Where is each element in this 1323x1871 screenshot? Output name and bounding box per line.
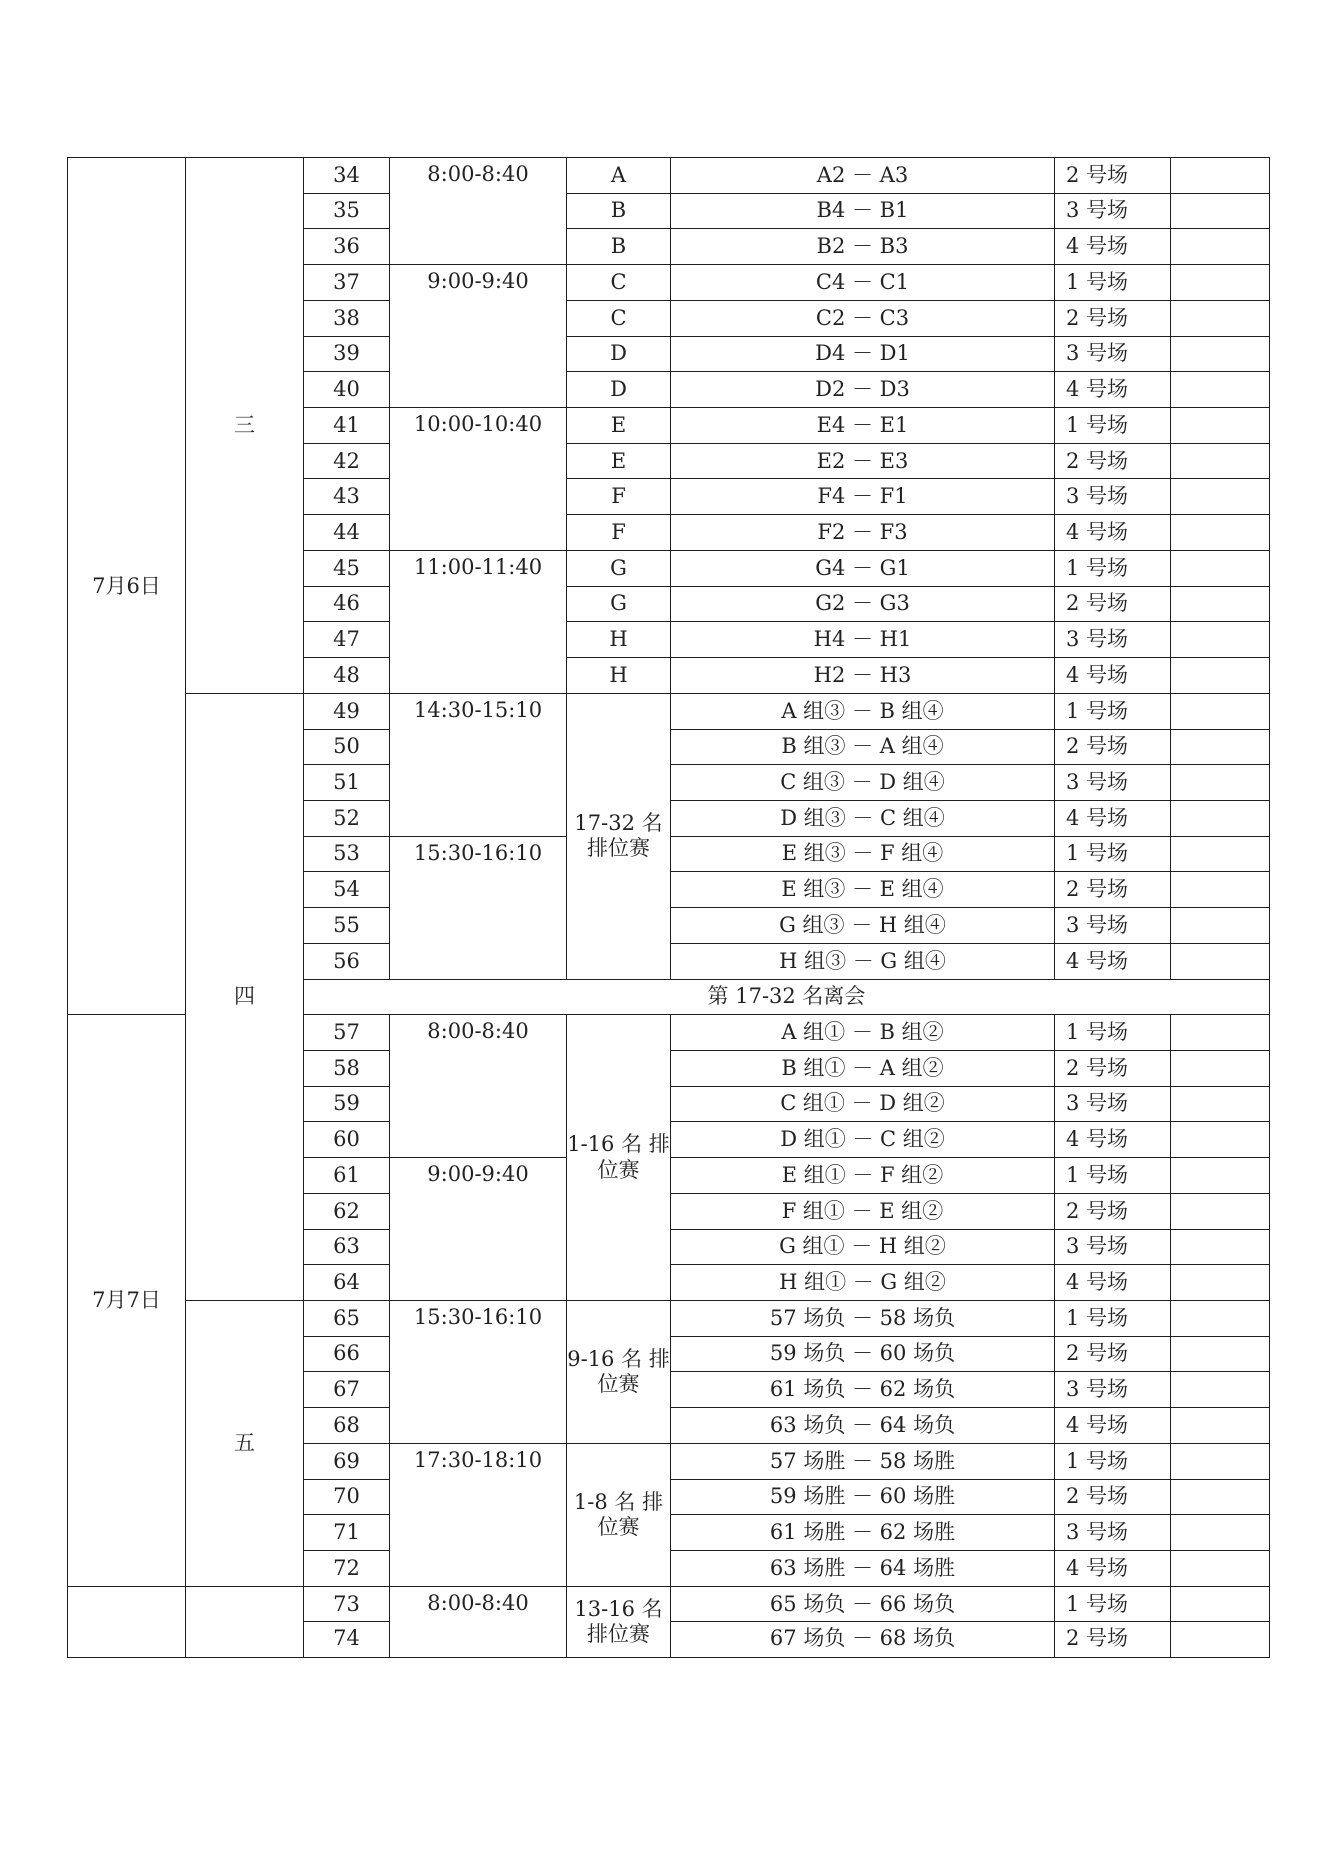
group-cell: B	[567, 193, 671, 229]
time-slot: 10:00-10:40	[390, 408, 567, 551]
match-number: 48	[304, 658, 390, 694]
court: 1 号场	[1055, 693, 1171, 729]
matchup: D 组① － C 组②	[671, 1122, 1055, 1158]
court: 2 号场	[1055, 1622, 1171, 1658]
match-number: 54	[304, 872, 390, 908]
court: 3 号场	[1055, 908, 1171, 944]
time-slot: 17:30-18:10	[390, 1443, 567, 1586]
court: 1 号场	[1055, 1015, 1171, 1051]
match-number: 34	[304, 158, 390, 194]
remarks-cell	[1171, 1050, 1270, 1086]
group-cell: 1-8 名 排位赛	[567, 1443, 671, 1586]
court: 1 号场	[1055, 1586, 1171, 1622]
time-slot: 9:00-9:40	[390, 1158, 567, 1301]
remarks-cell	[1171, 908, 1270, 944]
round-cell-1: 四	[186, 693, 304, 1300]
court: 2 号场	[1055, 729, 1171, 765]
match-number: 70	[304, 1479, 390, 1515]
remarks-cell	[1171, 479, 1270, 515]
court: 3 号场	[1055, 193, 1171, 229]
match-number: 62	[304, 1193, 390, 1229]
matchup: D4 － D1	[671, 336, 1055, 372]
matchup: F2 － F3	[671, 515, 1055, 551]
matchup: H4 － H1	[671, 622, 1055, 658]
remarks-cell	[1171, 1229, 1270, 1265]
match-number: 51	[304, 765, 390, 801]
group-cell: H	[567, 622, 671, 658]
match-number: 47	[304, 622, 390, 658]
group-cell: D	[567, 336, 671, 372]
remarks-cell	[1171, 1622, 1270, 1658]
matchup: B 组③ － A 组④	[671, 729, 1055, 765]
remarks-cell	[1171, 658, 1270, 694]
court: 2 号场	[1055, 443, 1171, 479]
match-number: 35	[304, 193, 390, 229]
matchup: D 组③ － C 组④	[671, 800, 1055, 836]
match-number: 66	[304, 1336, 390, 1372]
matchup: E 组③ － F 组④	[671, 836, 1055, 872]
remarks-cell	[1171, 1443, 1270, 1479]
remarks-cell	[1171, 1551, 1270, 1587]
court: 1 号场	[1055, 1158, 1171, 1194]
match-number: 52	[304, 800, 390, 836]
matchup: 63 场胜 － 64 场胜	[671, 1551, 1055, 1587]
court: 2 号场	[1055, 1050, 1171, 1086]
match-number: 68	[304, 1408, 390, 1444]
time-slot: 9:00-9:40	[390, 265, 567, 408]
time-slot: 8:00-8:40	[390, 1586, 567, 1657]
court: 2 号场	[1055, 1479, 1171, 1515]
court: 4 号场	[1055, 1408, 1171, 1444]
match-number: 64	[304, 1265, 390, 1301]
date-cell-1: 7月7日	[68, 1015, 186, 1587]
group-cell: C	[567, 300, 671, 336]
group-cell: 17-32 名 排位赛	[567, 693, 671, 979]
matchup: 57 场负 － 58 场负	[671, 1301, 1055, 1337]
group-cell: H	[567, 658, 671, 694]
court: 2 号场	[1055, 872, 1171, 908]
match-number: 37	[304, 265, 390, 301]
time-slot: 11:00-11:40	[390, 550, 567, 693]
match-number: 38	[304, 300, 390, 336]
court: 1 号场	[1055, 836, 1171, 872]
remarks-cell	[1171, 1301, 1270, 1337]
match-number: 49	[304, 693, 390, 729]
court: 3 号场	[1055, 479, 1171, 515]
remarks-cell	[1171, 1122, 1270, 1158]
court: 4 号场	[1055, 1551, 1171, 1587]
time-slot: 8:00-8:40	[390, 158, 567, 265]
match-number: 67	[304, 1372, 390, 1408]
match-number: 43	[304, 479, 390, 515]
remarks-cell	[1171, 693, 1270, 729]
court: 4 号场	[1055, 943, 1171, 979]
match-number: 65	[304, 1301, 390, 1337]
match-number: 50	[304, 729, 390, 765]
court: 4 号场	[1055, 1122, 1171, 1158]
matchup: 59 场负 － 60 场负	[671, 1336, 1055, 1372]
matchup: F 组① － E 组②	[671, 1193, 1055, 1229]
remarks-cell	[1171, 336, 1270, 372]
match-number: 60	[304, 1122, 390, 1158]
remarks-cell	[1171, 836, 1270, 872]
match-number: 57	[304, 1015, 390, 1051]
group-cell: E	[567, 408, 671, 444]
remarks-cell	[1171, 1336, 1270, 1372]
matchup: H 组③ － G 组④	[671, 943, 1055, 979]
remarks-cell	[1171, 193, 1270, 229]
court: 3 号场	[1055, 336, 1171, 372]
group-cell: G	[567, 550, 671, 586]
court: 4 号场	[1055, 229, 1171, 265]
remarks-cell	[1171, 1372, 1270, 1408]
court: 2 号场	[1055, 1193, 1171, 1229]
group-cell: E	[567, 443, 671, 479]
remarks-cell	[1171, 408, 1270, 444]
matchup: E 组① － F 组②	[671, 1158, 1055, 1194]
table-row	[68, 693, 1270, 729]
match-number: 73	[304, 1586, 390, 1622]
matchup: G2 － G3	[671, 586, 1055, 622]
matchup: G4 － G1	[671, 550, 1055, 586]
table-row	[68, 158, 1270, 194]
remarks-cell	[1171, 765, 1270, 801]
match-number: 55	[304, 908, 390, 944]
matchup: D2 － D3	[671, 372, 1055, 408]
match-number: 45	[304, 550, 390, 586]
remarks-cell	[1171, 1193, 1270, 1229]
round-cell-2: 五	[186, 1301, 304, 1587]
court: 1 号场	[1055, 550, 1171, 586]
matchup: G 组① － H 组②	[671, 1229, 1055, 1265]
matchup: 61 场胜 － 62 场胜	[671, 1515, 1055, 1551]
match-number: 56	[304, 943, 390, 979]
matchup: 63 场负 － 64 场负	[671, 1408, 1055, 1444]
court: 4 号场	[1055, 800, 1171, 836]
court: 1 号场	[1055, 1301, 1171, 1337]
time-slot: 15:30-16:10	[390, 836, 567, 979]
matchup: A2 － A3	[671, 158, 1055, 194]
remarks-cell	[1171, 1586, 1270, 1622]
group-cell: 9-16 名 排位赛	[567, 1301, 671, 1444]
matchup: H2 － H3	[671, 658, 1055, 694]
court: 3 号场	[1055, 1515, 1171, 1551]
match-number: 72	[304, 1551, 390, 1587]
remarks-cell	[1171, 1086, 1270, 1122]
court: 2 号场	[1055, 300, 1171, 336]
matchup: 65 场负 － 66 场负	[671, 1586, 1055, 1622]
matchup: F4 － F1	[671, 479, 1055, 515]
remarks-cell	[1171, 265, 1270, 301]
court: 2 号场	[1055, 1336, 1171, 1372]
remarks-cell	[1171, 1515, 1270, 1551]
matchup: 57 场胜 － 58 场胜	[671, 1443, 1055, 1479]
matchup: A 组① － B 组②	[671, 1015, 1055, 1051]
round-cell-3	[186, 1586, 304, 1657]
group-cell: G	[567, 586, 671, 622]
matchup: E 组③ － E 组④	[671, 872, 1055, 908]
time-slot: 8:00-8:40	[390, 1015, 567, 1158]
court: 4 号场	[1055, 515, 1171, 551]
matchup: H 组① － G 组②	[671, 1265, 1055, 1301]
remarks-cell	[1171, 1408, 1270, 1444]
court: 1 号场	[1055, 1443, 1171, 1479]
match-number: 44	[304, 515, 390, 551]
remarks-cell	[1171, 872, 1270, 908]
remarks-cell	[1171, 1479, 1270, 1515]
matchup: B 组① － A 组②	[671, 1050, 1055, 1086]
remarks-cell	[1171, 586, 1270, 622]
matchup: C2 － C3	[671, 300, 1055, 336]
court: 3 号场	[1055, 765, 1171, 801]
group-cell: D	[567, 372, 671, 408]
group-cell: F	[567, 479, 671, 515]
match-number: 39	[304, 336, 390, 372]
matchup: 61 场负 － 62 场负	[671, 1372, 1055, 1408]
match-number: 63	[304, 1229, 390, 1265]
matchup: 59 场胜 － 60 场胜	[671, 1479, 1055, 1515]
remarks-cell	[1171, 300, 1270, 336]
group-cell: A	[567, 158, 671, 194]
court: 4 号场	[1055, 372, 1171, 408]
date-cell-2	[68, 1586, 186, 1657]
matchup: C 组① － D 组②	[671, 1086, 1055, 1122]
court: 2 号场	[1055, 586, 1171, 622]
match-number: 58	[304, 1050, 390, 1086]
matchup: B4 － B1	[671, 193, 1055, 229]
remarks-cell	[1171, 943, 1270, 979]
remarks-cell	[1171, 229, 1270, 265]
date-cell-0: 7月6日	[68, 158, 186, 1015]
court: 4 号场	[1055, 658, 1171, 694]
matchup: 67 场负 － 68 场负	[671, 1622, 1055, 1658]
group-cell: C	[567, 265, 671, 301]
group-cell: F	[567, 515, 671, 551]
separator-note: 第 17-32 名离会	[304, 979, 1270, 1015]
match-number: 53	[304, 836, 390, 872]
schedule-table	[67, 157, 1270, 1658]
group-cell: 1-16 名 排位赛	[567, 1015, 671, 1301]
remarks-cell	[1171, 158, 1270, 194]
remarks-cell	[1171, 1158, 1270, 1194]
matchup: C4 － C1	[671, 265, 1055, 301]
remarks-cell	[1171, 800, 1270, 836]
round-cell-0: 三	[186, 158, 304, 694]
remarks-cell	[1171, 515, 1270, 551]
matchup: B2 － B3	[671, 229, 1055, 265]
match-number: 69	[304, 1443, 390, 1479]
match-number: 61	[304, 1158, 390, 1194]
remarks-cell	[1171, 1265, 1270, 1301]
court: 3 号场	[1055, 622, 1171, 658]
match-number: 74	[304, 1622, 390, 1658]
court: 1 号场	[1055, 408, 1171, 444]
remarks-cell	[1171, 1015, 1270, 1051]
time-slot: 14:30-15:10	[390, 693, 567, 836]
remarks-cell	[1171, 622, 1270, 658]
court: 4 号场	[1055, 1265, 1171, 1301]
match-number: 42	[304, 443, 390, 479]
match-number: 41	[304, 408, 390, 444]
match-number: 36	[304, 229, 390, 265]
match-number: 59	[304, 1086, 390, 1122]
table-row	[68, 1586, 1270, 1622]
court: 3 号场	[1055, 1229, 1171, 1265]
match-number: 71	[304, 1515, 390, 1551]
matchup: E2 － E3	[671, 443, 1055, 479]
match-number: 40	[304, 372, 390, 408]
group-cell: B	[567, 229, 671, 265]
remarks-cell	[1171, 550, 1270, 586]
group-cell: 13-16 名 排位赛	[567, 1586, 671, 1657]
court: 3 号场	[1055, 1372, 1171, 1408]
matchup: E4 － E1	[671, 408, 1055, 444]
court: 2 号场	[1055, 158, 1171, 194]
court: 3 号场	[1055, 1086, 1171, 1122]
remarks-cell	[1171, 443, 1270, 479]
time-slot: 15:30-16:10	[390, 1301, 567, 1444]
match-number: 46	[304, 586, 390, 622]
remarks-cell	[1171, 372, 1270, 408]
court: 1 号场	[1055, 265, 1171, 301]
matchup: C 组③ － D 组④	[671, 765, 1055, 801]
matchup: A 组③ － B 组④	[671, 693, 1055, 729]
remarks-cell	[1171, 729, 1270, 765]
table-row	[68, 1301, 1270, 1337]
matchup: G 组③ － H 组④	[671, 908, 1055, 944]
